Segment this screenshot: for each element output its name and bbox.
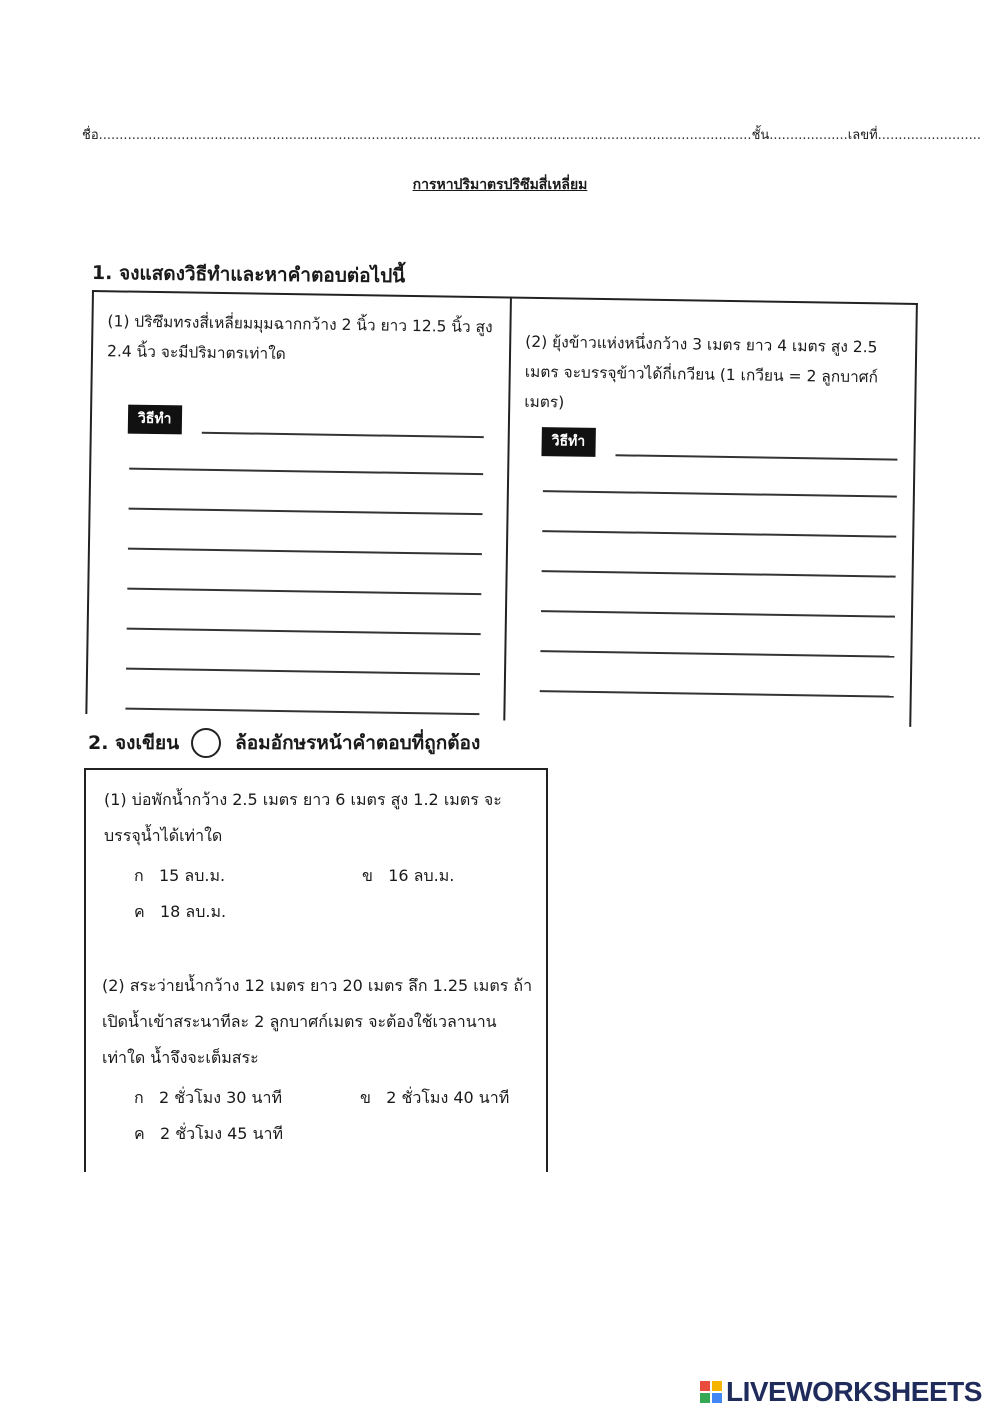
logo-square-icon <box>700 1381 710 1391</box>
section2-box <box>84 768 548 1172</box>
student-info-line <box>82 124 981 145</box>
question1-2-text: (2) ยุ้งข้าวแห่งหนึ่งกว้าง 3 เมตร ยาว 4 เมตร สูง 2.5 เมตร จะบรรจุข้าวได้กี่เกวียน (1 เกวียน = 2 ลูกบาศก์เมตร) <box>524 332 879 412</box>
section2-heading <box>88 728 480 758</box>
option-text: 18 ลบ.ม. <box>159 902 227 921</box>
option-letter: ค <box>134 902 145 921</box>
number-blank[interactable]: ......................... <box>877 128 981 143</box>
name-blank[interactable]: .............................................................................................................................................................. <box>98 128 752 143</box>
class-blank[interactable]: ................... <box>769 128 848 143</box>
method-badge-q1: วิธีทำ <box>128 405 182 435</box>
question2-1-text: (1) บ่อพักน้ำกว้าง 2.5 เมตร ยาว 6 เมตร สูง 1.2 เมตร จะบรรจุน้ำได้เท่าใด <box>104 790 502 845</box>
liveworksheets-logo[interactable] <box>700 1376 982 1408</box>
logo-square-icon <box>712 1393 722 1403</box>
option-q1-a[interactable] <box>134 864 225 889</box>
option-text: 16 ลบ.ม. <box>388 866 455 885</box>
option-letter: ก <box>134 1088 144 1107</box>
section2-right-border <box>546 768 548 1172</box>
section2-heading-after: ล้อมอักษรหน้าคำตอบที่ถูกต้อง <box>235 732 481 754</box>
question1-1-text: (1) ปริซึมทรงสี่เหลี่ยมมุมฉากกว้าง 2 นิ้ว ยาว 12.5 นิ้ว สูง 2.4 นิ้ว จะมีปริมาตรเท่าใด <box>106 312 493 364</box>
logo-square-icon <box>700 1393 710 1403</box>
option-q2-c[interactable] <box>134 1122 283 1147</box>
option-letter: ข <box>362 866 373 885</box>
section2-left-border <box>84 768 86 1172</box>
option-q1-b[interactable] <box>362 864 454 889</box>
option-text: 15 ลบ.ม. <box>158 866 226 885</box>
section2-heading-before: 2. จงเขียน <box>88 732 180 754</box>
option-text: 2 ชั่วโมง 30 นาที <box>158 1088 283 1107</box>
number-label: เลขที่ <box>847 128 878 143</box>
section1-heading: 1. จงแสดงวิธีทำและหาคำตอบต่อไปนี้ <box>91 262 406 288</box>
option-q2-a[interactable] <box>134 1086 282 1111</box>
question2-2-text: (2) สระว่ายน้ำกว้าง 12 เมตร ยาว 20 เมตร ลึก 1.25 เมตร ถ้าเปิดน้ำเข้าสระนาทีละ 2 ลูกบาศก์เมตร จะต้องใช้เวลานานเท่าใด น้ำจึงจะเต็มสระ <box>102 976 533 1067</box>
option-q2-b[interactable] <box>360 1086 509 1111</box>
section1-box <box>85 290 918 727</box>
option-text: 2 ชั่วโมง 40 นาที <box>386 1088 510 1107</box>
option-q1-c[interactable] <box>134 900 226 925</box>
name-label: ชื่อ <box>82 128 99 143</box>
worksheet-title: การหาปริมาตรปริซึมสี่เหลี่ยม <box>412 177 588 193</box>
class-label: ชั้น <box>751 128 770 143</box>
option-letter: ก <box>134 866 144 885</box>
liveworksheets-logo-icon <box>700 1381 722 1403</box>
option-letter: ข <box>360 1088 371 1107</box>
logo-square-icon <box>712 1381 722 1391</box>
option-text: 2 ชั่วโมง 45 นาที <box>159 1124 284 1143</box>
logo-text: LIVEWORKSHEETS <box>726 1376 982 1407</box>
section2-top-border <box>84 768 548 770</box>
method-badge-q2: วิธีทำ <box>541 427 595 457</box>
circle-icon <box>191 728 221 758</box>
option-letter: ค <box>134 1124 145 1143</box>
